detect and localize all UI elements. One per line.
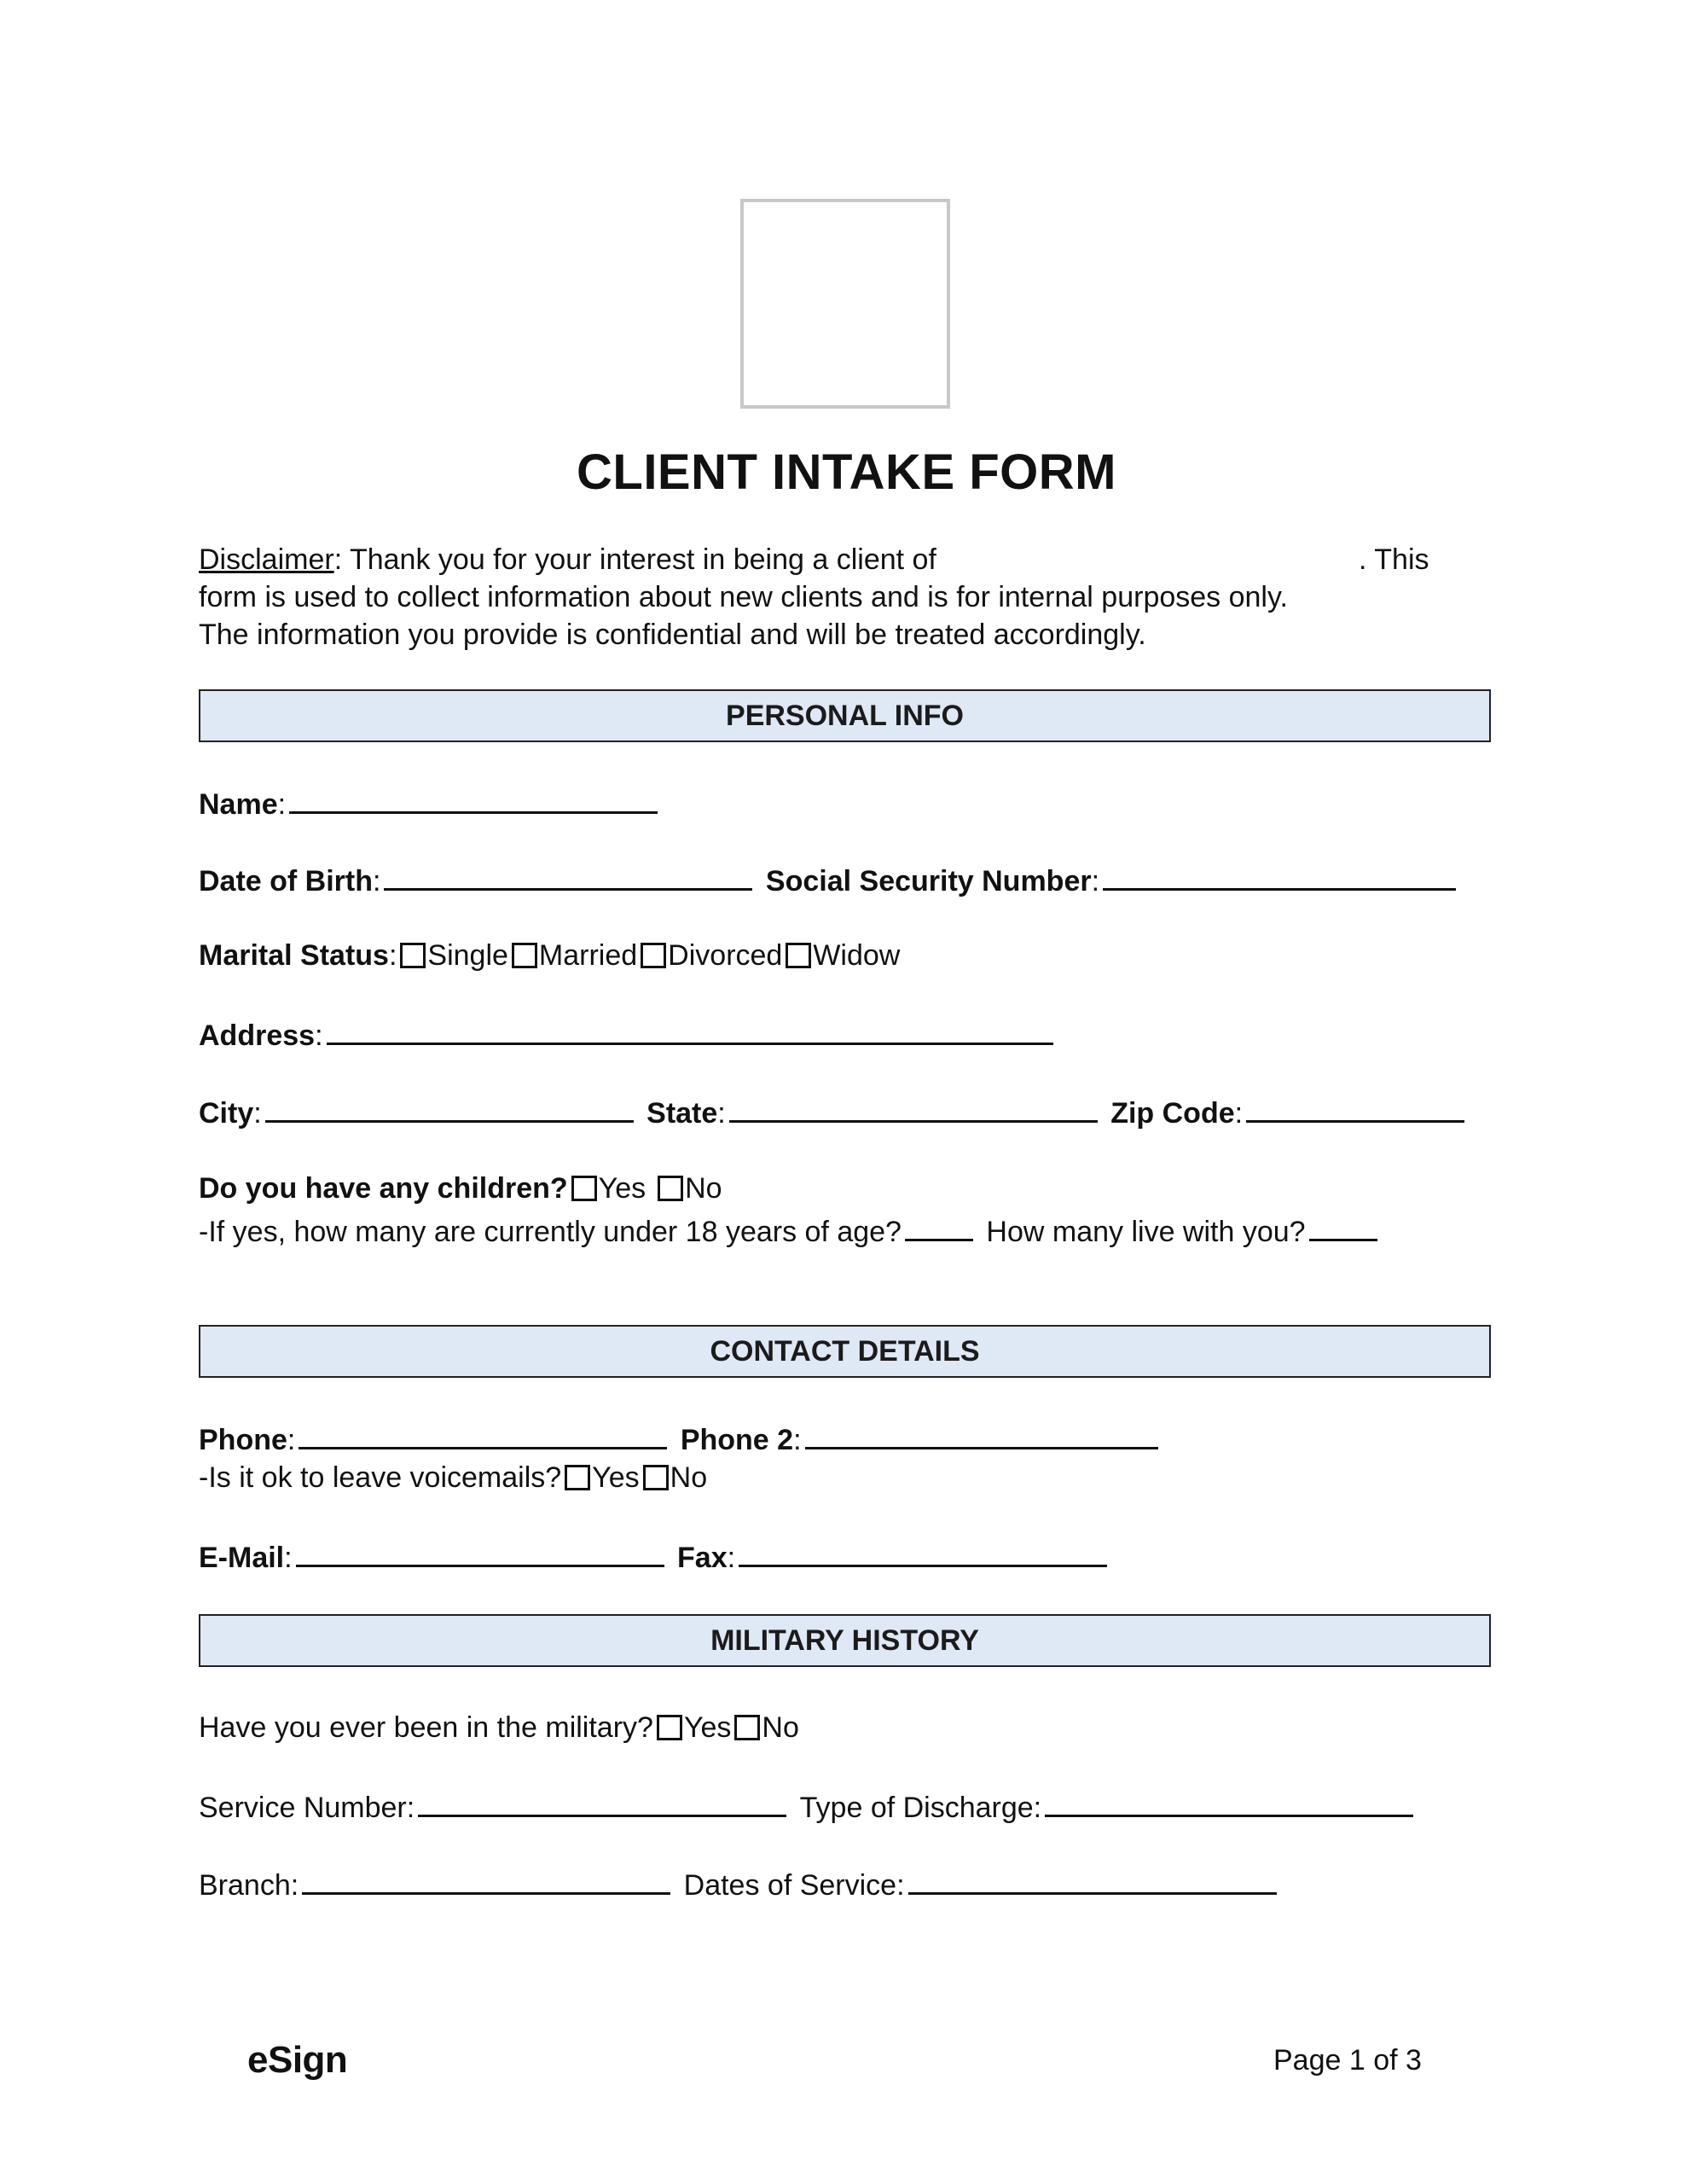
service-number-label: Service Number: [199,1792,415,1824]
city-state-zip-row: City: State: Zip Code: [199,1091,1464,1132]
phone2-field[interactable] [805,1418,1158,1449]
address-label: Address [199,1019,316,1052]
zip-label: Zip Code [1110,1097,1235,1130]
disclaimer [199,541,1444,653]
branch-label: Branch: [199,1869,299,1902]
page-number: Page 1 of 3 [1273,2044,1422,2077]
email-fax-row: E-Mail: Fax: [199,1536,1107,1577]
address-field[interactable] [327,1014,1053,1045]
children-question: Do you have any children? [199,1172,568,1205]
email-label: E-Mail [199,1542,285,1574]
marital-married-label: Married [538,939,638,972]
phone-field[interactable] [299,1418,667,1449]
logo-placeholder [740,199,950,409]
marital-label: Marital Status [199,939,389,972]
dob-field[interactable] [384,859,752,891]
section-header-military-history: MILITARY HISTORY [199,1614,1491,1667]
city-label: City [199,1097,254,1130]
esign-logo: eSign [247,2039,348,2081]
fax-field[interactable] [739,1536,1107,1567]
phone2-label: Phone 2 [680,1424,794,1456]
form-title: CLIENT INTAKE FORM [577,444,1116,500]
marital-single-label: Single [427,939,508,972]
section-header-personal-info: PERSONAL INFO [199,689,1491,742]
children-yes-label: Yes [598,1172,646,1205]
children-count-row [199,1210,1377,1251]
zip-field[interactable] [1246,1091,1464,1123]
name-label: Name [199,788,278,821]
military-no-checkbox[interactable] [734,1715,760,1740]
section-header-contact-details: CONTACT DETAILS [199,1325,1491,1378]
children-row [199,1170,722,1207]
disclaimer-text-1: : Thank you for your interest in being a client of [333,543,936,576]
disclaimer-label: Disclaimer [199,543,334,576]
children-under18-field[interactable] [905,1210,973,1241]
state-label: State [646,1097,718,1130]
children-live-field[interactable] [1309,1210,1377,1241]
voicemail-question: -Is it ok to leave voicemails? [199,1461,562,1494]
marital-divorced-checkbox[interactable] [641,943,666,968]
phone-row: Phone: Phone 2: [199,1418,1158,1459]
marital-single-checkbox[interactable] [400,943,426,968]
dates-field[interactable] [908,1863,1277,1895]
name-row: Name: [199,782,658,823]
phone-label: Phone [199,1424,287,1456]
marital-widow-checkbox[interactable] [786,943,811,968]
service-number-field[interactable] [418,1786,786,1817]
military-no-label: No [762,1711,799,1744]
dob-ssn-row: Date of Birth: Social Security Number: [199,859,1456,900]
voicemail-no-label: No [670,1461,708,1494]
dob-label: Date of Birth [199,865,373,897]
fax-label: Fax [677,1542,728,1574]
disclaimer-text-1-tail: . This [1359,543,1429,576]
marital-row: Marital Status: Single Married Divorced Widow [199,939,901,972]
discharge-field[interactable] [1045,1786,1413,1817]
children-no-checkbox[interactable] [658,1176,683,1201]
voicemail-yes-checkbox[interactable] [565,1465,590,1490]
branch-field[interactable] [302,1863,670,1895]
military-question: Have you ever been in the military? [199,1711,653,1744]
dates-label: Dates of Service: [683,1869,905,1902]
children-yes-checkbox[interactable] [571,1176,597,1201]
discharge-label: Type of Discharge: [799,1792,1042,1824]
children-live-question: How many live with you? [986,1216,1306,1248]
children-under18-question: -If yes, how many are currently under 18 years of age? [199,1216,902,1248]
marital-widow-label: Widow [813,939,901,972]
military-yes-label: Yes [683,1711,732,1744]
voicemail-no-checkbox[interactable] [643,1465,669,1490]
disclaimer-text-2: form is used to collect information about new clients and is for internal purposes only. [199,581,1288,613]
military-question-row [199,1709,799,1746]
service-row [199,1786,1413,1827]
children-no-label: No [685,1172,722,1205]
ssn-label: Social Security Number [765,865,1092,897]
email-field[interactable] [296,1536,664,1567]
marital-divorced-label: Divorced [668,939,783,972]
name-field[interactable] [289,782,658,814]
voicemail-row [199,1459,707,1496]
voicemail-yes-label: Yes [592,1461,640,1494]
disclaimer-text-3: The information you provide is confidential and will be treated accordingly. [199,619,1146,651]
branch-row [199,1863,1277,1904]
marital-married-checkbox[interactable] [512,943,537,968]
ssn-field[interactable] [1103,859,1456,891]
state-field[interactable] [729,1091,1098,1123]
city-field[interactable] [265,1091,634,1123]
address-row: Address: [199,1014,1053,1054]
military-yes-checkbox[interactable] [657,1715,682,1740]
